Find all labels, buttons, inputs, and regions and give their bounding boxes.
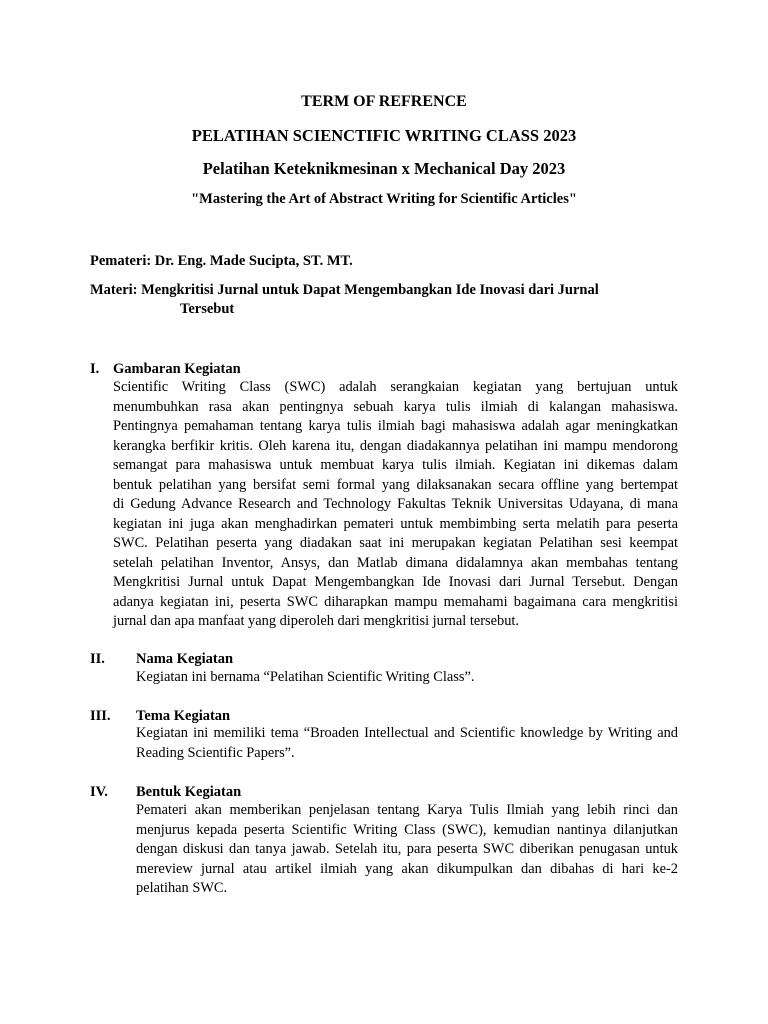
paragraph-line: dengan diskusi dan tanya jawab. Setelah itu, para peserta SWC diberikan penugasan untuk — [136, 841, 678, 857]
paragraph-line: Pemateri akan memberikan penjelasan tentang Karya Tulis Ilmiah yang lebih rinci dan — [136, 802, 678, 818]
speaker-line: Pemateri: Dr. Eng. Made Sucipta, ST. MT. — [90, 253, 353, 269]
material-line-continued: Tersebut — [180, 301, 235, 317]
paragraph-line: Kegiatan ini bernama “Pelatihan Scientific Writing Class”. — [136, 669, 475, 685]
section-body-gambaran-kegiatan — [113, 378, 678, 632]
paragraph-line: Scientific Writing Class (SWC) adalah serangkaian kegiatan yang bertujuan untuk — [113, 379, 678, 395]
paragraph-line: kerangka berfikir kritis. Oleh karena itu, dengan diadakannya pelatihan ini mampu mendorong — [113, 437, 678, 454]
paragraph-line: kegiatan ini juga akan menghadirkan pemateri untuk membimbing serta melatih para peserta — [113, 515, 678, 532]
section-body-tema-kegiatan — [136, 724, 678, 763]
paragraph-line: SWC. Pelatihan peserta yang diadakan saat ini merupakan kegiatan Pelatihan sesi keempat — [113, 535, 678, 551]
paragraph-line: Mengkritisi Jurnal untuk Dapat Mengembangkan Ide Inovasi dari Jurnal Tersebut. Dengan — [113, 574, 678, 590]
paragraph-line: Kegiatan ini memiliki tema “Broaden Intellectual and Scientific knowledge by Writing and — [136, 725, 678, 741]
document-subtitle: PELATIHAN SCIENCTIFIC WRITING CLASS 2023 — [191, 126, 577, 145]
theme-quote: "Mastering the Art of Abstract Writing for Scientific Articles" — [191, 191, 577, 207]
paragraph-line: menjurus kepada peserta Scientific Writing Class (SWC), kemudian nantinya dilanjutkan — [136, 821, 678, 838]
paragraph-line: pelatihan SWC. — [136, 880, 228, 896]
section-body-bentuk-kegiatan — [136, 801, 678, 899]
section-heading-tema-kegiatan: Tema Kegiatan — [136, 708, 231, 724]
paragraph-line: setelah pelatihan Inventor, Ansys, dan Matlab dimana didalamnya akan membahas tentang — [113, 554, 678, 571]
section-number: II. — [90, 651, 105, 667]
paragraph-line: di Gedung Advance Research and Technology Fakultas Teknik Universitas Udayana, di mana — [113, 496, 678, 512]
section-number: IV. — [90, 784, 108, 800]
section-number: III. — [90, 708, 111, 724]
section-body-nama-kegiatan — [136, 668, 678, 688]
paragraph-line: Pentingnya pemahaman tentang karya tulis ilmiah bagi mahasiswa adalah agar meningkatkan — [113, 418, 678, 434]
section-heading-bentuk-kegiatan: Bentuk Kegiatan — [136, 784, 242, 800]
paragraph-line: semangat para mahasiswa untuk membuat karya tulis ilmiah. Kegiatan ini dikemas dalam — [113, 457, 678, 473]
paragraph-line: Reading Scientific Papers”. — [136, 744, 295, 761]
material-line: Materi: Mengkritisi Jurnal untuk Dapat Mengembangkan Ide Inovasi dari Jurnal — [90, 282, 599, 298]
paragraph-line: menumbuhkan rasa akan pentingnya sebuah karya tulis ilmiah di kalangan mahasiswa. — [113, 398, 678, 415]
section-heading-gambaran-kegiatan: Gambaran Kegiatan — [113, 361, 241, 377]
paragraph-line: mereview jurnal atau artikel ilmiah yang akan dikumpulkan dan dibahas di hari ke-2 — [136, 860, 678, 877]
section-number: I. — [90, 361, 100, 377]
event-name: Pelatihan Keteknikmesinan x Mechanical Day 2023 — [202, 159, 566, 178]
paragraph-line: adanya kegiatan ini, peserta SWC diharapkan mampu memahami bagaimana cara mengkritisi — [113, 593, 678, 610]
paragraph-line: jurnal dan apa manfaat yang diperoleh dari mengkritisi jurnal tersebut. — [113, 613, 519, 629]
document-title: TERM OF REFRENCE — [301, 93, 467, 110]
section-heading-nama-kegiatan: Nama Kegiatan — [136, 651, 234, 667]
paragraph-line: bentuk pelatihan yang bersifat semi formal yang dilaksanakan secara offline yang bertempat — [113, 476, 678, 493]
